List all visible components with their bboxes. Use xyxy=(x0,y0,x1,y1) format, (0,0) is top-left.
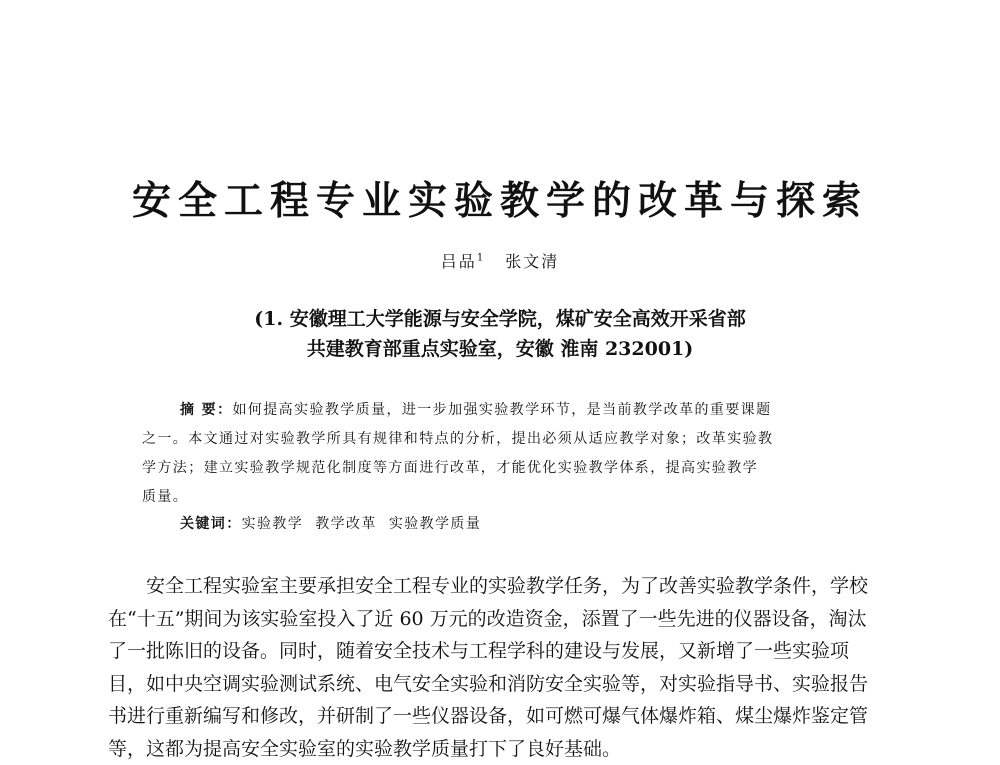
keyword: 实验教学质量 xyxy=(389,516,481,532)
abstract-line xyxy=(142,396,880,425)
body-line: 等，这都为提高安全实验室的实验教学质量打下了良好基础。 xyxy=(108,733,908,765)
keyword: 实验教学 xyxy=(242,516,304,532)
keyword: 教学改革 xyxy=(315,516,377,532)
abstract-line: 学方法；建立实验教学规范化制度等方面进行改革，才能优化实验教学体系，提高实验教学 xyxy=(142,454,880,483)
affiliation-line: 共建教育部重点实验室，安徽 淮南 232001) xyxy=(0,334,1000,364)
body-line: 安全工程实验室主要承担安全工程专业的实验教学任务，为了改善实验教学条件，学校 xyxy=(108,570,908,603)
body-line: 目，如中央空调实验测试系统、电气安全实验和消防安全实验等，对实验指导书、实验报告 xyxy=(108,668,908,701)
keywords-label: 关键词： xyxy=(180,516,242,532)
abstract-label: 摘 要： xyxy=(180,402,232,418)
author-line xyxy=(0,250,1000,274)
author-name: 张文清 xyxy=(505,252,559,271)
abstract-text: 如何提高实验教学质量，进一步加强实验教学环节，是当前教学改革的重要课题 xyxy=(232,402,771,418)
affiliation-marker: 1 xyxy=(477,253,485,264)
body-line: 书进行重新编写和修改，并研制了一些仪器设备，如可燃可爆气体爆炸箱、煤尘爆炸鉴定管 xyxy=(108,700,908,733)
body-line: 在“十五”期间为该实验室投入了近 60 万元的改造资金，添置了一些先进的仪器设备，淘汰 xyxy=(108,603,908,636)
author-name: 吕品 xyxy=(441,252,477,271)
affiliation-line: (1. 安徽理工大学能源与安全学院，煤矿安全高效开采省部 xyxy=(0,304,1000,334)
affiliation-block xyxy=(0,304,1000,364)
abstract-line: 质量。 xyxy=(142,483,880,512)
keywords xyxy=(180,512,481,536)
body-line: 了一批陈旧的设备。同时，随着安全技术与工程学科的建设与发展，又新增了一些实验项 xyxy=(108,635,908,668)
body-paragraph xyxy=(108,570,908,765)
abstract-line: 之一。本文通过对实验教学所具有规律和特点的分析，提出必须从适应教学对象；改革实验教 xyxy=(142,425,880,454)
paper-title: 安全工程专业实验教学的改革与探索 xyxy=(0,176,1000,226)
abstract xyxy=(142,396,880,512)
